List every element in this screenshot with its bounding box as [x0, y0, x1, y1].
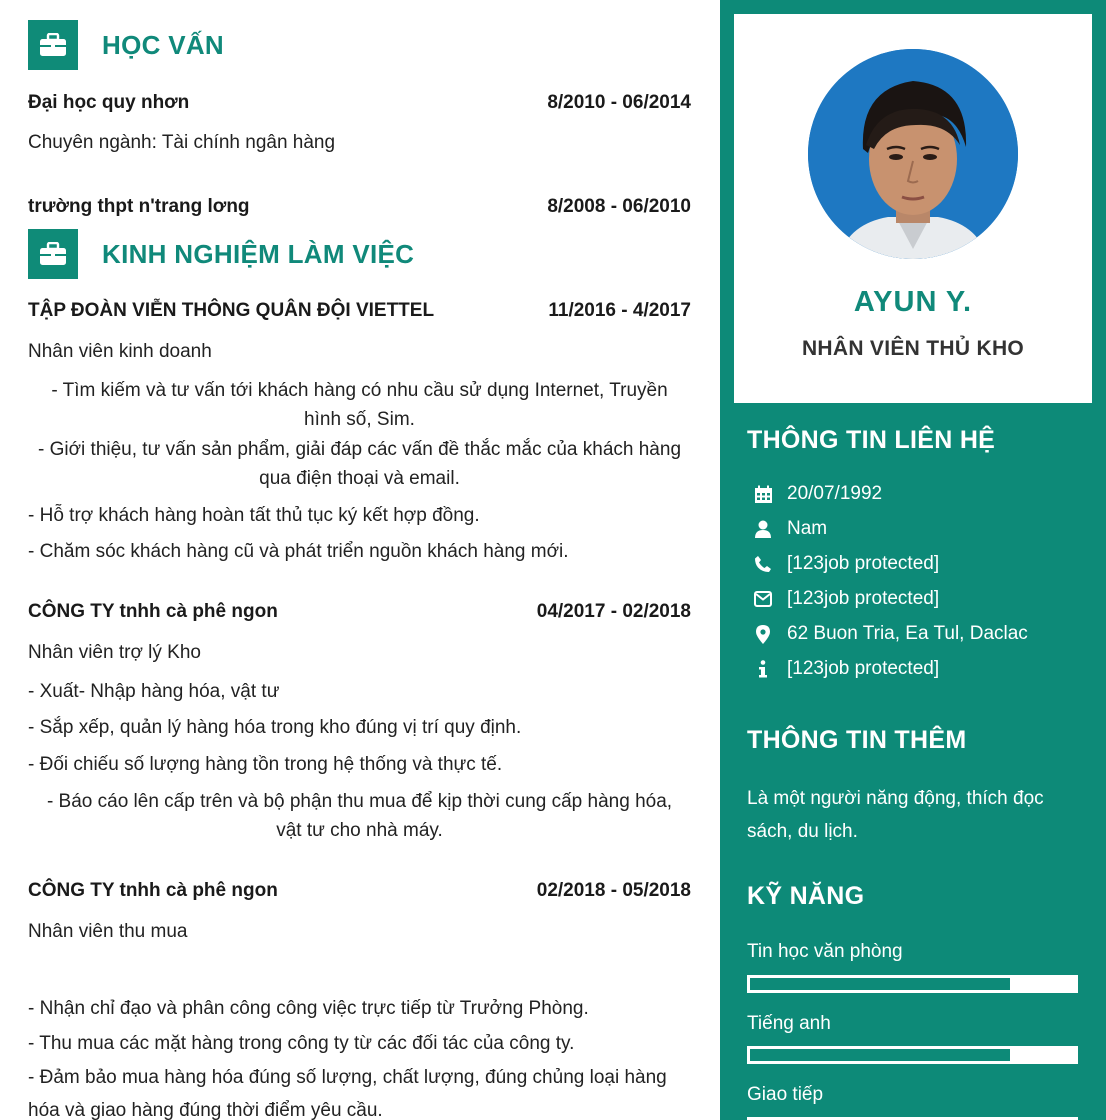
job-header — [28, 601, 691, 623]
job-duty — [28, 376, 691, 434]
skill-label: Tiếng anh — [747, 1013, 831, 1034]
education-header — [28, 20, 224, 70]
contact-phone — [752, 553, 939, 575]
phone-icon — [752, 553, 774, 575]
job-date: 02/2018 - 05/2018 — [536, 880, 691, 901]
email-text: [123job protected] — [787, 588, 940, 609]
company-name: CÔNG TY tnhh cà phê ngon — [28, 880, 278, 901]
job-duty-line: hình số, Sim. — [304, 409, 415, 430]
contact-email — [752, 588, 939, 610]
job-duty — [28, 435, 691, 493]
job-duty: - Hỗ trợ khách hàng hoàn tất thủ tục ký kết hợp đồng. — [28, 505, 480, 526]
job-duty: - Đối chiếu số lượng hàng tồn trong hệ thống và thực tế. — [28, 754, 503, 775]
education-item — [28, 92, 691, 114]
job-duty-line: vật tư cho nhà máy. — [276, 820, 443, 841]
sidebar — [720, 0, 1106, 1120]
profile-name: AYUN Y. — [853, 286, 973, 318]
school-date: 8/2010 - 06/2014 — [547, 92, 691, 113]
job-position: Nhân viên thu mua — [28, 921, 188, 942]
profile-job-title: NHÂN VIÊN THỦ KHO — [801, 337, 1025, 360]
address-text: 62 Buon Tria, Ea Tul, Daclac — [787, 623, 1028, 644]
skill-bar-fill — [750, 978, 1010, 990]
job-duty-line: - Báo cáo lên cấp trên và bộ phận thu mua để kịp thời cung cấp hàng hóa, — [46, 791, 673, 812]
company-name: TẬP ĐOÀN VIỄN THÔNG QUÂN ĐỘI VIETTEL — [28, 300, 435, 321]
job-position: Nhân viên kinh doanh — [28, 341, 212, 362]
job-duty: - Chăm sóc khách hàng cũ và phát triển nguồn khách hàng mới. — [28, 541, 569, 562]
job-date: 04/2017 - 02/2018 — [536, 601, 691, 622]
birthday-text: 20/07/1992 — [787, 483, 883, 504]
experience-header — [28, 229, 414, 279]
contact-gender — [752, 518, 827, 540]
more-info-text — [747, 782, 1087, 848]
job-header — [28, 300, 691, 322]
envelope-icon — [752, 588, 774, 610]
job-duty: - Nhận chỉ đạo và phân công công việc trực tiếp từ Trưởng Phòng. — [28, 998, 589, 1019]
school-date: 8/2008 - 06/2010 — [547, 196, 691, 217]
user-icon — [752, 518, 774, 540]
job-duty: - Thu mua các mặt hàng trong công ty từ các đối tác của công ty. — [28, 1033, 575, 1054]
skill-bar-fill — [750, 1049, 1010, 1061]
avatar — [808, 49, 1018, 259]
contact-website — [752, 658, 939, 680]
school-major: Chuyên ngành: Tài chính ngân hàng — [28, 132, 336, 153]
skill-label: Tin học văn phòng — [747, 941, 903, 962]
briefcase-icon — [28, 229, 78, 279]
education-title: HỌC VẤN — [102, 29, 224, 60]
job-duty-line: - Giới thiệu, tư vấn sản phẩm, giải đáp các vấn đề thắc mắc của khách hàng — [37, 439, 682, 460]
job-duty-line: - Tìm kiếm và tư vấn tới khách hàng có nhu cầu sử dụng Internet, Truyền — [51, 380, 668, 401]
education-item — [28, 196, 691, 218]
school-name: trường thpt n'trang lơng — [28, 196, 250, 217]
job-duty-line: qua điện thoại và email. — [259, 468, 460, 489]
contact-birthday — [752, 483, 882, 505]
more-info-line: sách, du lịch. — [747, 821, 858, 842]
experience-title: KINH NGHIỆM LÀM VIỆC — [102, 238, 415, 269]
job-duty: - Đảm bảo mua hàng hóa đúng số lượng, chất lượng, đúng chủng loại hàng — [28, 1067, 667, 1088]
calendar-icon — [752, 483, 774, 505]
skill-label: Giao tiếp — [747, 1084, 824, 1105]
school-name: Đại học quy nhơn — [28, 92, 190, 113]
contact-address — [752, 623, 1028, 645]
gender-text: Nam — [787, 518, 828, 539]
job-header — [28, 880, 691, 902]
job-position: Nhân viên trợ lý Kho — [28, 642, 201, 663]
more-info-title: THÔNG TIN THÊM — [747, 726, 967, 754]
phone-text: [123job protected] — [787, 553, 940, 574]
contact-title: THÔNG TIN LIÊN HỆ — [747, 426, 996, 454]
skill-bar — [747, 975, 1078, 993]
info-icon — [752, 658, 774, 680]
job-duty — [28, 787, 691, 845]
website-text: [123job protected] — [787, 658, 940, 679]
company-name: CÔNG TY tnhh cà phê ngon — [28, 601, 278, 622]
briefcase-icon — [28, 20, 78, 70]
job-duty: hóa và giao hàng đúng thời điểm yêu cầu. — [28, 1100, 383, 1120]
more-info-line: Là một người năng động, thích đọc — [747, 788, 1044, 809]
map-marker-icon — [752, 623, 774, 645]
job-duty: - Sắp xếp, quản lý hàng hóa trong kho đúng vị trí quy định. — [28, 717, 522, 738]
job-date: 11/2016 - 4/2017 — [548, 300, 691, 321]
skills-title: KỸ NĂNG — [747, 882, 865, 910]
skill-bar — [747, 1046, 1078, 1064]
profile-card — [734, 14, 1092, 403]
job-duty: - Xuất- Nhập hàng hóa, vật tư — [28, 681, 280, 702]
